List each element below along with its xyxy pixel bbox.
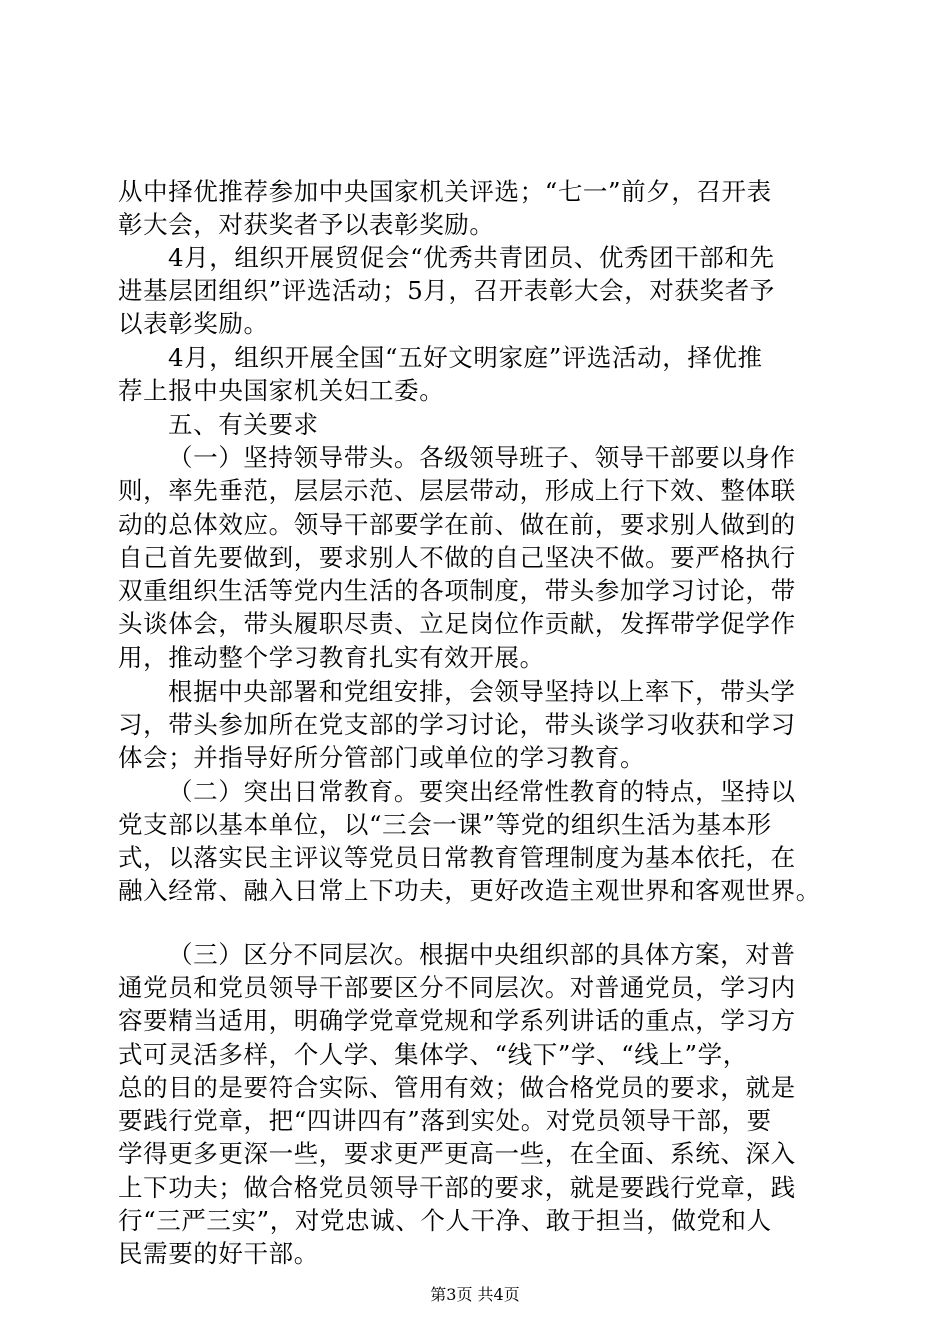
paragraph-line: 通党员和党员领导干部要区分不同层次。对普通党员，学习内 [118,973,796,1002]
paragraph-line: （三）区分不同层次。根据中央组织部的具体方案，对普 [168,940,796,969]
paragraph-line: 式可灵活多样，个人学、集体学、“线下”学、“线上”学， [118,1040,748,1069]
paragraph-line: 4月，组织开展全国“五好文明家庭”评选活动，择优推 [168,343,763,372]
paragraph-line: 容要精当适用，明确学党章党规和学系列讲话的重点，学习方 [118,1006,796,1035]
paragraph-line: 荐上报中央国家机关妇工委。 [118,376,445,405]
paragraph-line: （二）突出日常教育。要突出经常性教育的特点，坚持以 [168,777,796,806]
paragraph-line: 式，以落实民主评议等党员日常教育管理制度为基本依托，在 [118,843,796,872]
paragraph-line: 上下功夫；做合格党员领导干部的要求，就是要践行党章，践 [118,1173,796,1202]
paragraph-line: 要践行党章，把“四讲四有”落到实处。对党员领导干部，要 [118,1106,772,1135]
paragraph-line: 学得更多更深一些，要求更严更高一些，在全面、系统、深入 [118,1139,796,1168]
paragraph-line: （一）坚持领导带头。各级领导班子、领导干部要以身作 [168,443,796,472]
paragraph-line: 行“三严三实”，对党忠诚、个人干净、敢于担当，做党和人 [118,1206,772,1235]
paragraph-line: 自己首先要做到，要求别人不做的自己坚决不做。要严格执行 [118,543,796,572]
paragraph-line: 民需要的好干部。 [118,1239,319,1268]
section-heading: 五、有关要求 [168,410,319,439]
paragraph-line: 双重组织生活等党内生活的各项制度，带头参加学习讨论，带 [118,576,796,605]
paragraph-line: 从中择优推荐参加中央国家机关评选；“七一”前夕，召开表 [118,177,772,206]
paragraph-line: 4月，组织开展贸促会“优秀共青团员、优秀团干部和先 [168,243,775,272]
paragraph-line: 以表彰奖励。 [118,309,269,338]
paragraph-line: 则，率先垂范，层层示范、层层带动，形成上行下效、整体联 [118,476,796,505]
paragraph-line: 习，带头参加所在党支部的学习讨论，带头谈学习收获和学习 [118,710,796,739]
paragraph-line: 彰大会，对获奖者予以表彰奖励。 [118,210,495,239]
paragraph-line: 融入经常、融入日常上下功夫，更好改造主观世界和客观世界。 [118,876,821,905]
paragraph-line: 体会；并指导好所分管部门或单位的学习教育。 [118,743,646,772]
page-number-footer: 第3页 共4页 [430,1285,520,1304]
paragraph-line: 头谈体会，带头履职尽责、立足岗位作贡献，发挥带学促学作 [118,609,796,638]
paragraph-line: 总的目的是要符合实际、管用有效；做合格党员的要求，就是 [118,1073,796,1102]
paragraph-line: 党支部以基本单位，以“三会一课”等党的组织生活为基本形 [118,810,772,839]
paragraph-line: 用，推动整个学习教育扎实有效开展。 [118,643,545,672]
paragraph-line: 进基层团组织”评选活动；5月，召开表彰大会，对获奖者予 [118,276,775,305]
paragraph-line: 根据中央部署和党组安排，会领导坚持以上率下，带头学 [168,677,796,706]
paragraph-line: 动的总体效应。领导干部要学在前、做在前，要求别人做到的 [118,510,796,539]
